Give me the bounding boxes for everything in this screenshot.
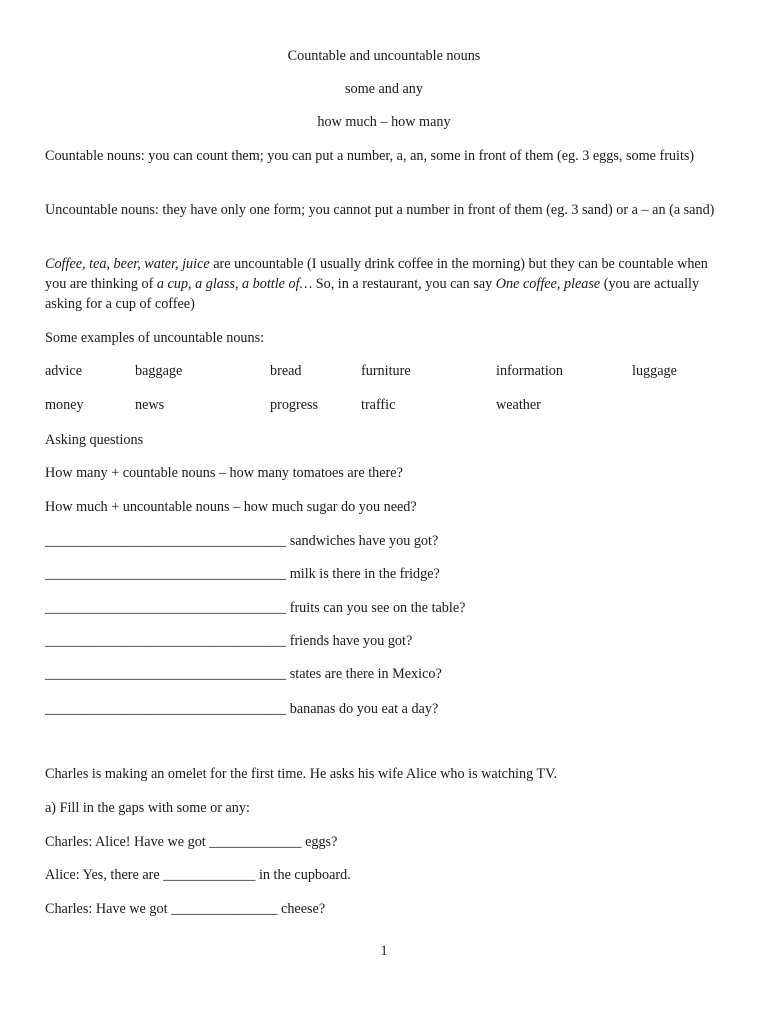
story-intro: Charles is making an omelet for the first time. He asks his wife Alice who is watching TV. [45, 766, 558, 782]
noun-word: bread [270, 363, 302, 379]
answer-blank[interactable]: __________________________________ [45, 566, 287, 582]
examples-intro: Some examples of uncountable nouns: [45, 330, 265, 346]
coffee-text-3: (you are actually asking for a cup of coffee) [45, 276, 700, 312]
document-title: Countable and uncountable nouns [287, 48, 481, 64]
coffee-italic-order: One coffee, please [495, 276, 601, 292]
dialogue-text: Charles: Have we got [45, 901, 172, 917]
coffee-italic-containers: a cup, a glass, a bottle of… [156, 276, 313, 292]
answer-blank[interactable]: __________________________________ [45, 533, 287, 549]
paragraph-countable: Countable nouns: you can count them; you can put a number, a, an, some in front of them (eg. 3 eggs, some fruits) [45, 148, 695, 164]
dialogue-text: cheese? [277, 901, 326, 917]
exercise-question-2 [45, 566, 440, 583]
paragraph-uncountable: Uncountable nouns: they have only one form; you cannot put a number in front of them (eg. 3 sand) or a – an (a sand) [45, 202, 715, 218]
coffee-text-1: are uncountable (I usually drink coffee in the morning) but they can be countable when you are thinking of [45, 256, 708, 292]
exercise-question-3 [45, 600, 465, 617]
dialogue-line-2 [45, 867, 351, 884]
gap-blank[interactable]: _____________ [163, 867, 256, 883]
noun-word: news [135, 397, 165, 413]
coffee-text-2: So, in a restaurant, you can say [312, 276, 496, 292]
page-number: 1 [380, 943, 388, 959]
nouns-row-1 [45, 363, 725, 383]
answer-blank[interactable]: __________________________________ [45, 600, 287, 616]
dialogue-line-3 [45, 901, 325, 918]
section-heading-questions: Asking questions [45, 432, 144, 448]
dialogue-text: Charles: Alice! Have we got [45, 834, 210, 850]
rule-how-much: How much + uncountable nouns – how much sugar do you need? [45, 499, 417, 515]
noun-word: advice [45, 363, 83, 379]
noun-word: money [45, 397, 84, 413]
dialogue-line-1 [45, 834, 337, 851]
answer-blank[interactable]: __________________________________ [45, 666, 287, 682]
noun-word: luggage [632, 363, 677, 379]
exercise-question-1 [45, 533, 438, 550]
noun-word: progress [270, 397, 319, 413]
question-text: bananas do you eat a day? [286, 701, 439, 717]
noun-word: information [496, 363, 563, 379]
noun-word: traffic [361, 397, 396, 413]
paragraph-coffee [45, 254, 725, 314]
document-subtitle-how-much: how much – how many [317, 114, 451, 130]
question-text: fruits can you see on the table? [286, 600, 466, 616]
question-text: friends have you got? [286, 633, 413, 649]
question-text: milk is there in the fridge? [286, 566, 440, 582]
noun-word: weather [496, 397, 541, 413]
gap-blank[interactable]: _____________ [209, 834, 302, 850]
exercise-question-6 [45, 701, 438, 718]
answer-blank[interactable]: __________________________________ [45, 701, 287, 717]
dialogue-text: eggs? [301, 834, 338, 850]
dialogue-text: Alice: Yes, there are [45, 867, 164, 883]
exercise-question-4 [45, 633, 412, 650]
dialogue-text: in the cupboard. [255, 867, 351, 883]
document-subtitle-some-any: some and any [344, 81, 423, 97]
question-text: sandwiches have you got? [286, 533, 439, 549]
noun-word: baggage [135, 363, 183, 379]
coffee-italic-drinks: Coffee, tea, beer, water, juice [45, 256, 210, 272]
answer-blank[interactable]: __________________________________ [45, 633, 287, 649]
nouns-row-2 [45, 397, 725, 417]
story-task: a) Fill in the gaps with some or any: [45, 800, 250, 816]
question-text: states are there in Mexico? [286, 666, 442, 682]
exercise-question-5 [45, 666, 442, 683]
rule-how-many: How many + countable nouns – how many tomatoes are there? [45, 465, 403, 481]
noun-word: furniture [361, 363, 411, 379]
gap-blank[interactable]: _______________ [171, 901, 278, 917]
